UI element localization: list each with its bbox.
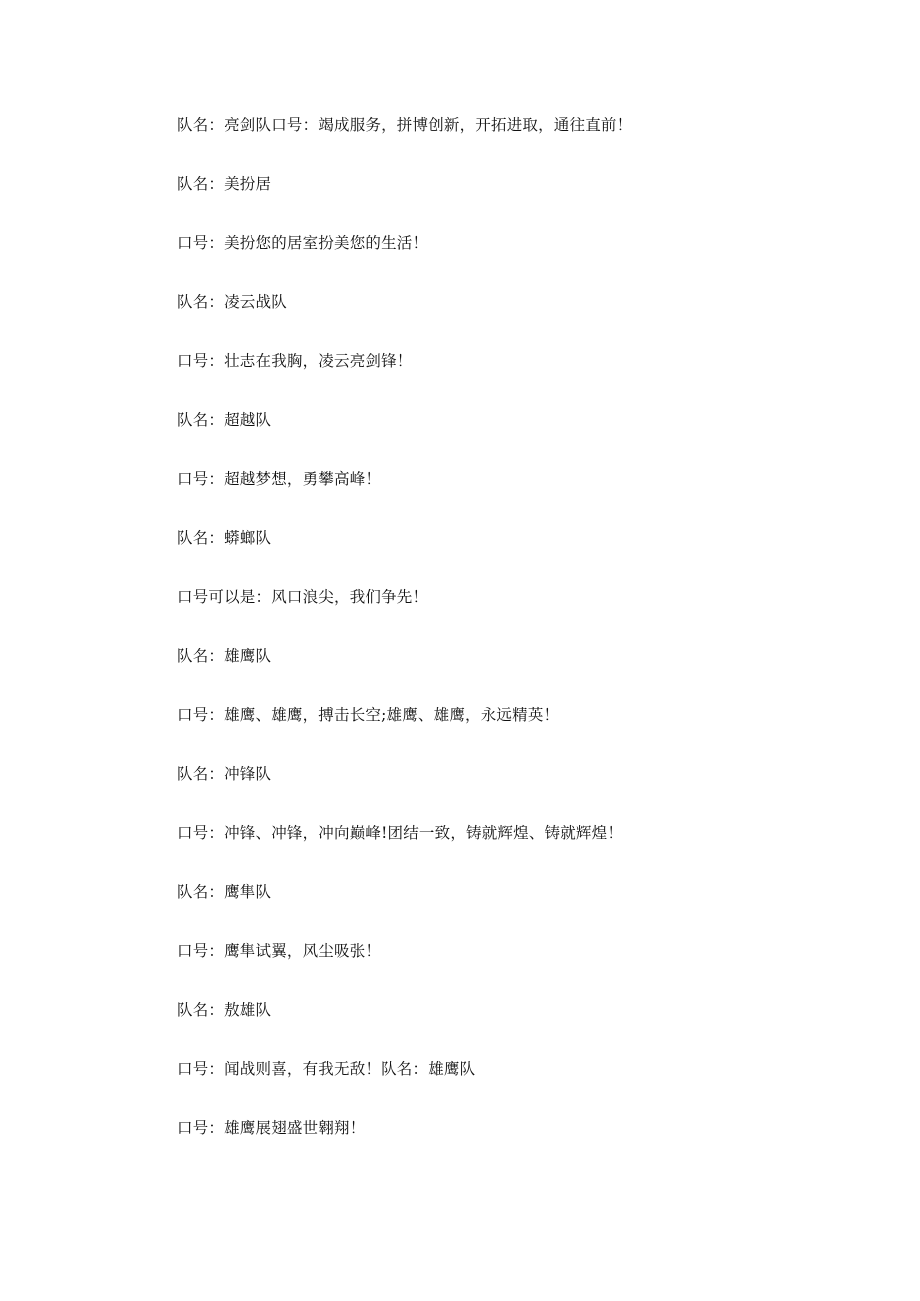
- text-line: 口号：美扮您的居室扮美您的生活！: [177, 234, 429, 252]
- text-line: 队名：雄鹰队: [177, 647, 272, 665]
- text-line: 口号可以是：风口浪尖，我们争先！: [177, 588, 429, 606]
- text-line: 口号：雄鹰展翅盛世翱翔！: [177, 1119, 366, 1137]
- text-line: 口号：冲锋、冲锋，冲向巅峰!团结一致，铸就辉煌、铸就辉煌！: [177, 824, 624, 842]
- text-line: 队名：凌云战队: [177, 293, 287, 311]
- text-line: 队名：超越队: [177, 411, 272, 429]
- text-line: 队名：冲锋队: [177, 765, 272, 783]
- text-line: 队名：美扮居: [177, 175, 272, 193]
- text-line: 队名：鹰隼队: [177, 883, 272, 901]
- document-body: [177, 113, 857, 1175]
- text-line: 口号：超越梦想，勇攀高峰！: [177, 470, 382, 488]
- text-line: 口号：闻战则喜，有我无敌！队名：雄鹰队: [177, 1060, 476, 1078]
- text-line: 队名：敖雄队: [177, 1001, 272, 1019]
- text-line: 口号：壮志在我胸，凌云亮剑锋！: [177, 352, 413, 370]
- text-line: 口号：雄鹰、雄鹰，搏击长空;雄鹰、雄鹰，永远精英！: [177, 706, 560, 724]
- text-line: 队名：蟒螂队: [177, 529, 272, 547]
- text-line: 口号：鹰隼试翼，风尘吸张！: [177, 942, 382, 960]
- text-line: 队名：亮剑队口号：竭成服务，拼博创新，开拓进取，通往直前！: [177, 116, 633, 134]
